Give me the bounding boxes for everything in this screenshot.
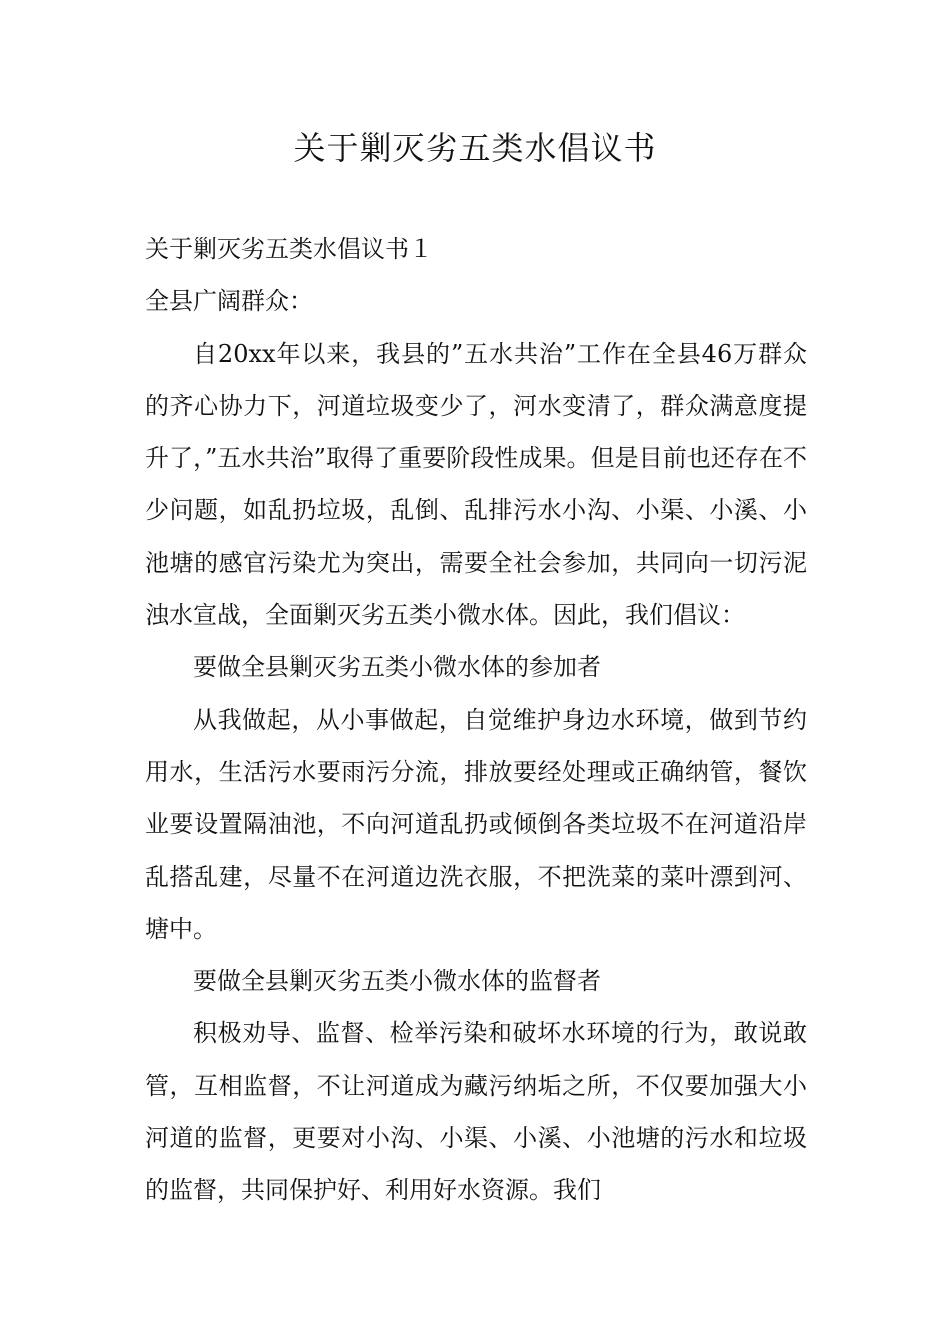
intro-paragraph: 自20xx年以来，我县的”五水共治”工作在全县46万群众的齐心协力下，河道垃圾变少了，河水变清了，群众满意度提升了，”五水共治”取得了重要阶段性成果。但是目前也还存在不少问题，如乱扔垃圾，乱倒、乱排污水小沟、小渠、小溪、小池塘的感官污染尤为突出，需要全社会参加，共同向一切污泥浊水宣战，全面剿灭劣五类小微水体。因此，我们倡议：: [145, 339, 807, 630]
document-title: 关于剿灭劣五类水倡议书: [293, 129, 657, 167]
section-heading-participant: 要做全县剿灭劣五类小微水体的参加者: [193, 653, 601, 682]
document-body: [145, 223, 807, 1217]
section-body-supervisor: 积极劝导、监督、检举污染和破坏水环境的行为，敢说敢管，互相监督，不让河道成为藏污纳垢之所，不仅要加强大小河道的监督，更要对小沟、小渠、小溪、小池塘的污水和垃圾的监督，共同保护好、利用好水资源。我们: [145, 1019, 807, 1205]
section-heading-supervisor: 要做全县剿灭劣五类小微水体的监督者: [193, 967, 601, 996]
salutation: 全县广阔群众：: [145, 287, 313, 316]
document-subtitle: 关于剿灭劣五类水倡议书１: [145, 235, 433, 263]
section-body-participant: 从我做起，从小事做起，自觉维护身边水环境，做到节约用水，生活污水要雨污分流，排放要经处理或正确纳管，餐饮业要设置隔油池，不向河道乱扔或倾倒各类垃圾不在河道沿岸乱搭乱建，尽量不在河道边洗衣服，不把洗菜的菜叶漂到河、塘中。: [145, 705, 807, 943]
